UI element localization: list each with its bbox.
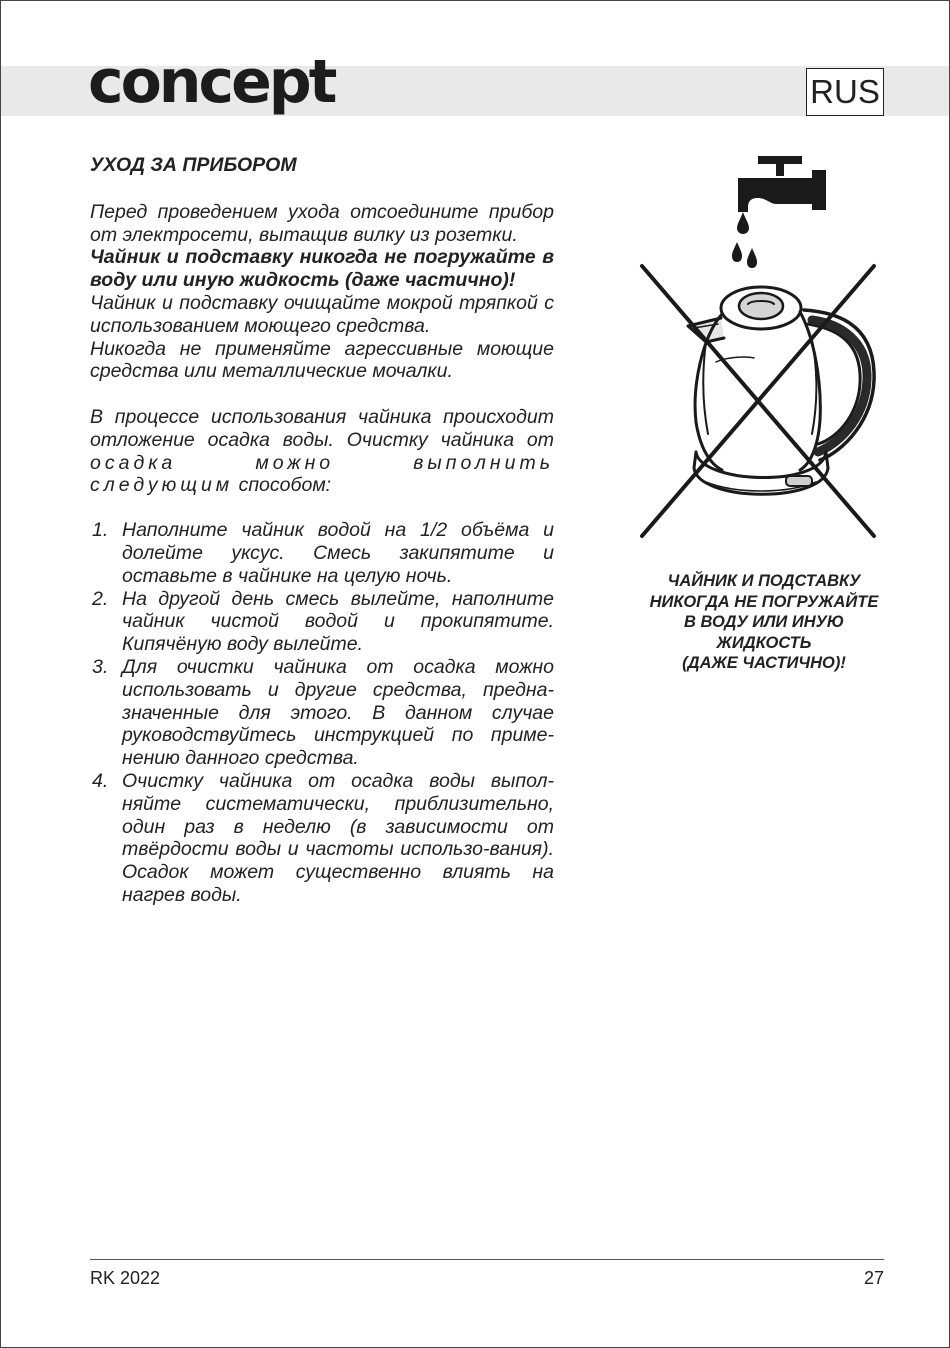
footer-model: RK 2022 [90, 1268, 161, 1288]
brand-logo: concept [88, 47, 335, 117]
step-text: Для очистки чайника от осадка можно использовать и другие средства, предна-значенные для этого. В данном случае руководствуйтесь инструкцией по приме-нению данного средства. [122, 655, 554, 770]
warning-line: В ВОДУ ИЛИ ИНУЮ [683, 613, 845, 631]
warning-line: ЖИДКОСТЬ [716, 633, 812, 652]
step-number: 3. [92, 655, 109, 678]
list-item [90, 519, 554, 587]
step-number: 2. [92, 587, 109, 610]
intro-warning-bold: Чайник и подставку никогда не погружайте в воду или иную жидкость (даже частично)! [90, 246, 554, 292]
step-number: 1. [92, 519, 109, 542]
footer-divider [90, 1259, 884, 1260]
immersion-warning-caption [622, 571, 906, 674]
descale-intro-part2: осадка можно выполнить следующим [90, 451, 554, 497]
descale-intro [90, 406, 554, 497]
water-drops-icon [732, 212, 757, 268]
step-text: Очистку чайника от осадка воды выпол-няйте систематически, приблизительно, один раз в неделю (в зависимости от твёрдости воды и частоты использо-вания). Осадок может существенно влиять на нагрев воды. [122, 769, 554, 906]
intro-paragraph-cloth: Чайник и подставку очищайте мокрой тряпкой с использованием моющего средства. [90, 291, 554, 337]
intro-paragraph-abrasive: Никогда не применяйте агрессивные моющие средства или металлические мочалки. [90, 337, 554, 383]
step-number: 4. [92, 769, 109, 792]
step-text: Наполните чайник водой на 1/2 объёма и долейте уксус. Смесь закипятите и оставьте в чайнике на целую ночь. [122, 519, 554, 587]
intro-paragraph-unplug: Перед проведением ухода отсоедините прибор от электросети, вытащив вилку из розетки. [90, 200, 554, 246]
warning-line: ЧАЙНИК И ПОДСТАВКУ [667, 572, 861, 590]
list-item [90, 656, 554, 770]
kettle-icon [688, 287, 874, 494]
care-instructions [90, 154, 554, 907]
step-text: На другой день смесь вылейте, наполните чайник чистой водой и прокипятите. Кипячёную воду вылейте. [122, 587, 554, 656]
warning-line: НИКОГДА НЕ ПОГРУЖАЙТЕ [649, 592, 879, 611]
list-item [90, 770, 554, 907]
descale-intro-part1: В процессе использования чайника происходит отложение осадка воды. Очистку чайника от [90, 405, 554, 451]
language-badge: RUS [806, 68, 884, 116]
list-item [90, 588, 554, 656]
section-title: УХОД ЗА ПРИБОРОМ [90, 154, 297, 176]
page-number: 27 [863, 1268, 884, 1288]
warning-line: (ДАЖЕ ЧАСТИЧНО)! [682, 654, 846, 672]
descale-intro-part3: способом: [238, 474, 332, 497]
no-immersion-illustration [636, 152, 886, 544]
descale-steps-list [90, 519, 554, 907]
water-tap-icon [738, 156, 826, 212]
